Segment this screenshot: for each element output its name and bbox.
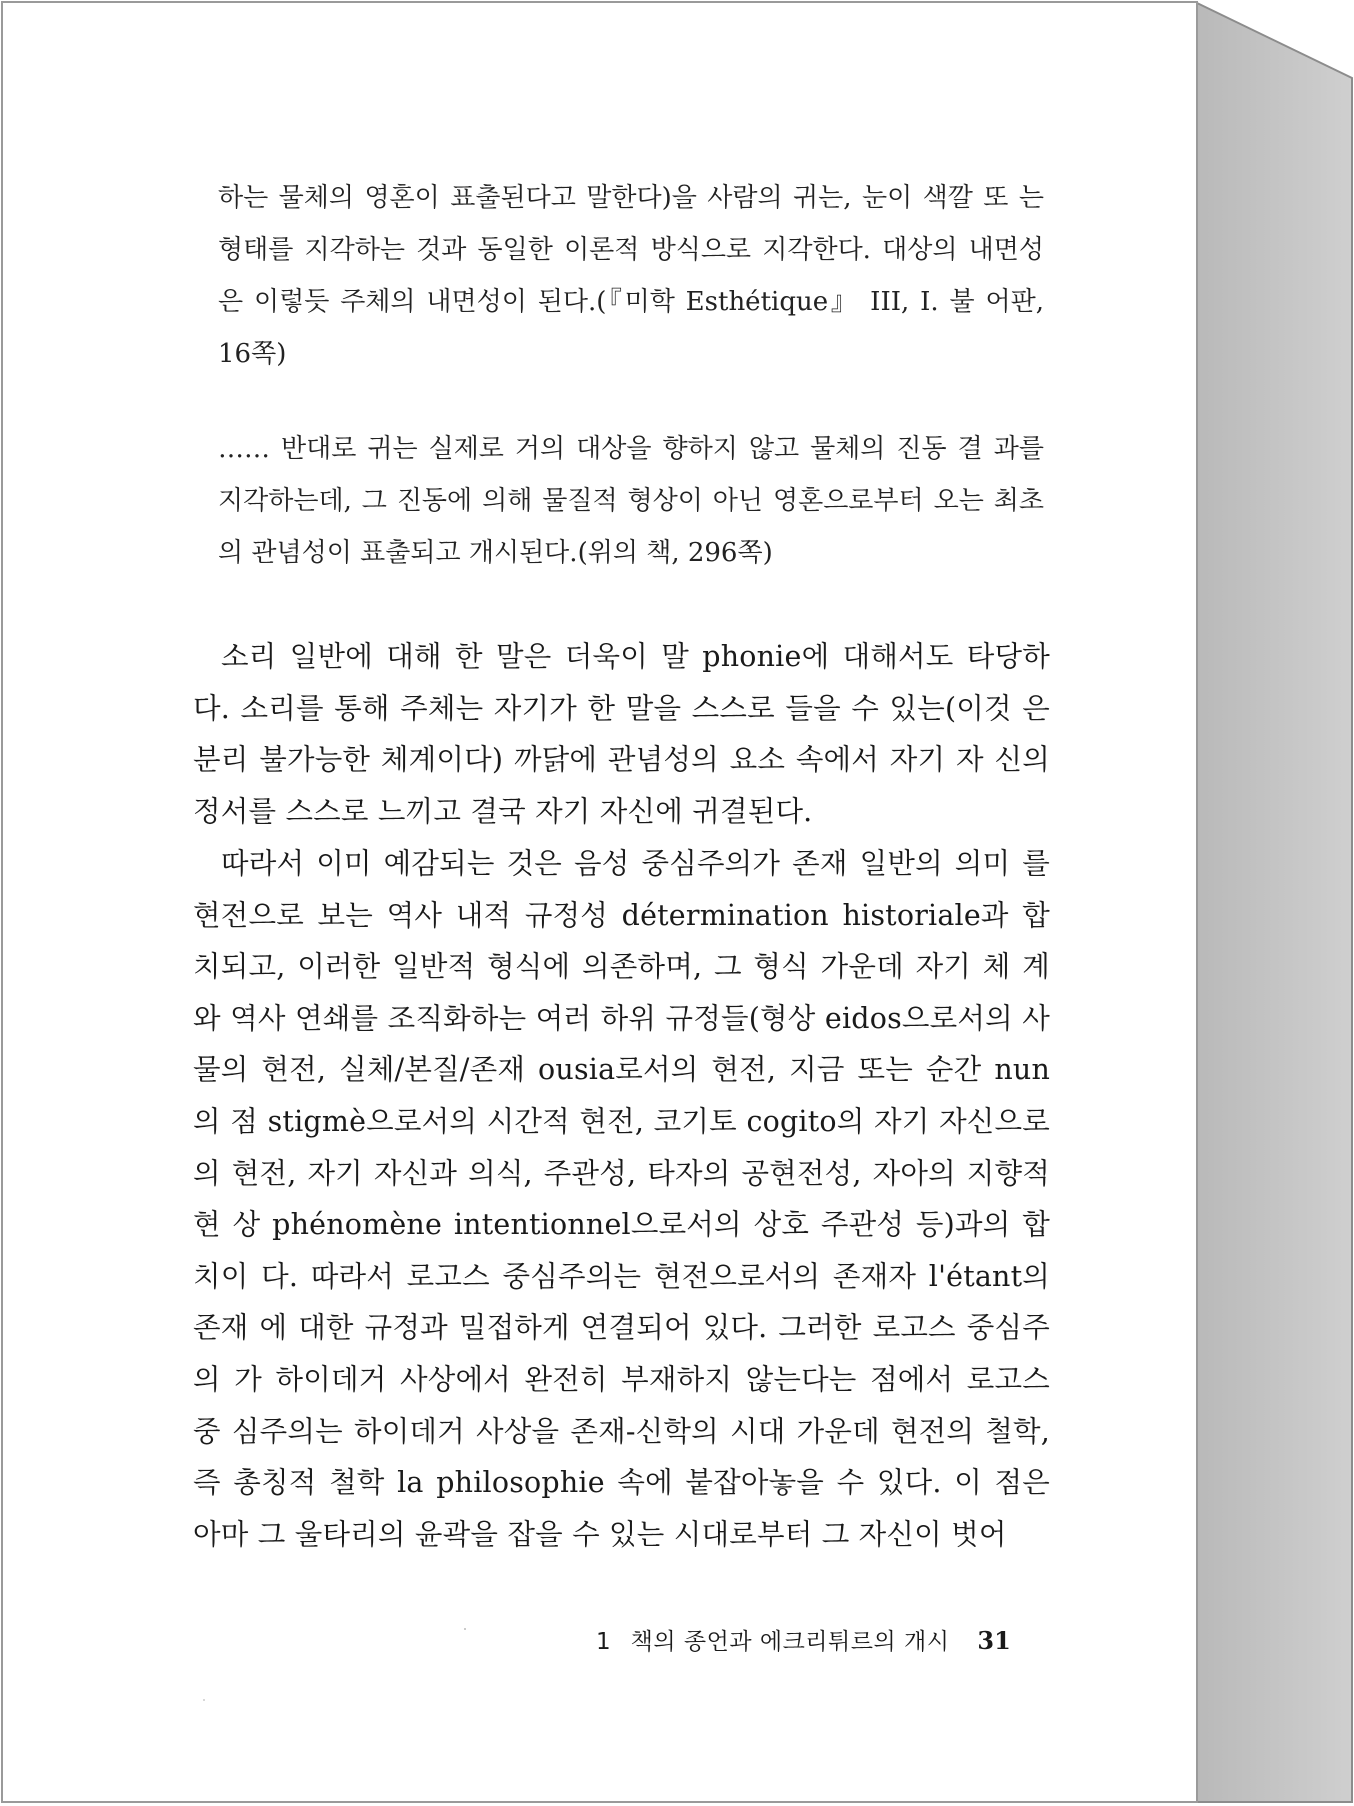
paragraph-line: 즉 총칭적 철학 la philosophie 속에 붙잡아놓을 수 있다. 이 점은 <box>193 1466 1050 1500</box>
quote-line: 오는 최초의 관념성이 표출되고 개시된다.(위의 책, 296쪽) <box>218 486 1045 568</box>
quote-line: 과를 지각하는데, 그 진동에 의해 물질적 형상이 아닌 영혼으로부터 <box>218 434 1044 516</box>
paragraph-line: 에 대한 규정과 밀접하게 연결되어 있다. 그러한 로고스 중심주의 <box>193 1311 1050 1396</box>
paragraph-line: 다. 따라서 로고스 중심주의는 현전으로서의 존재자 l'étant의 존재 <box>193 1259 1051 1345</box>
block-quote-1 <box>218 172 1044 380</box>
quote-line: 어판, 16쪽) <box>218 287 1045 369</box>
paragraph-line: 가 하이데거 사상에서 완전히 부재하지 않는다는 점에서 로고스 중 <box>193 1362 1050 1448</box>
paragraph-line: 현전, 자기 자신과 의식, 주관성, 타자의 공현전성, 자아의 지향적 현 <box>193 1156 1050 1242</box>
paragraph-line: 사물의 현전, 실체/본질/존재 ousia로서의 현전, 지금 또는 순간 nun <box>193 1001 1050 1087</box>
paragraph-line: 은 분리 불가능한 체계이다) 까닭에 관념성의 요소 속에서 자기 자 <box>193 691 1050 777</box>
quote-text <box>218 172 1044 380</box>
paragraph-text <box>193 631 1050 837</box>
body-paragraph-1 <box>193 631 1050 837</box>
quote-line: 하는 물체의 영혼이 표출된다고 말한다)을 사람의 귀는, 눈이 색깔 또 <box>218 183 1009 213</box>
paragraph-line: 의 점 stigmè으로서의 시간적 현전, 코기토 cogito의 자기 자신으로의 <box>193 1104 1050 1190</box>
paragraph-line: 심주의는 하이데거 사상을 존재-신학의 시대 가운데 현전의 철학, <box>231 1414 1050 1448</box>
chapter-title: 책의 종언과 에크리튀르의 개시 <box>630 1629 950 1655</box>
paragraph-line: 치되고, 이러한 일반적 형식에 의존하며, 그 형식 가운데 자기 체 <box>193 950 1011 984</box>
paragraph-line: 를 현전으로 보는 역사 내적 규정성 détermination historiale과 합 <box>193 847 1050 932</box>
chapter-number: 1 <box>596 1629 611 1655</box>
quote-line: …… 반대로 귀는 실제로 거의 대상을 향하지 않고 물체의 진동 결 <box>218 434 983 464</box>
body-paragraph-2 <box>193 838 1050 1560</box>
paragraph-text <box>193 838 1050 1560</box>
book-side-face <box>1197 3 1352 1802</box>
page-number: 31 <box>977 1626 1011 1655</box>
quote-text <box>218 423 1044 579</box>
quote-line: 내면성은 이렇듯 주체의 내면성이 된다.(『미학 Esthétique』 III, I. 불 <box>218 235 1044 317</box>
block-quote-2 <box>218 423 1044 579</box>
paragraph-line: 따라서 이미 예감되는 것은 음성 중심주의가 존재 일반의 의미 <box>221 847 1011 880</box>
quote-line: 는 형태를 지각하는 것과 동일한 이론적 방식으로 지각한다. 대상의 <box>218 183 1044 265</box>
paragraph-line: 상 phénomène intentionnel으로서의 상호 주관성 등)과의 합치이 <box>193 1208 1050 1293</box>
paragraph-line: 소리 일반에 대해 한 말은 더욱이 말 phonie에 대해서도 타당하 <box>221 640 1050 673</box>
paragraph-line: 아마 그 울타리의 윤곽을 잡을 수 있는 시대로부터 그 자신이 벗어 <box>193 1517 1007 1551</box>
running-footer <box>596 1624 1028 1659</box>
paragraph-line: 다. 소리를 통해 주체는 자기가 한 말을 스스로 들을 수 있는(이것 <box>193 691 1012 725</box>
paragraph-line: 신의 정서를 스스로 느끼고 결국 자기 자신에 귀결된다. <box>193 743 1051 828</box>
paragraph-line: 계와 역사 연쇄를 조직화하는 여러 하위 규정들(형상 eidos으로서의 <box>193 950 1050 1035</box>
